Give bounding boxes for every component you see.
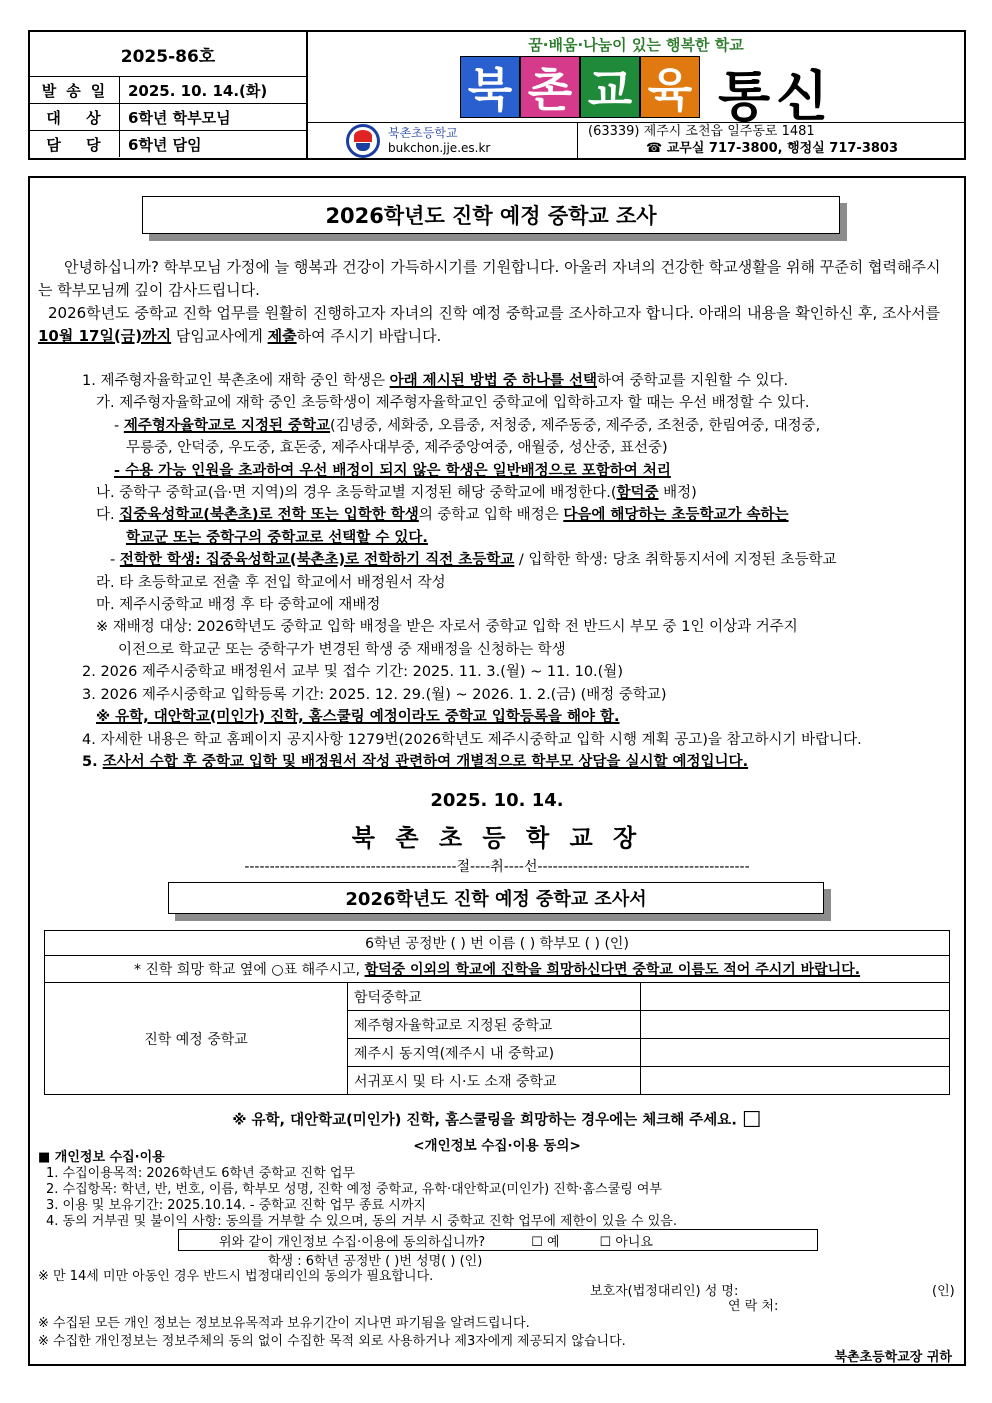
- newsletter-title-suffix: 통신: [718, 65, 835, 128]
- survey-title: 2026학년도 진학 예정 중학교 조사서: [168, 882, 824, 914]
- title-char-box: 북: [460, 56, 520, 118]
- item-1-ga-1b: 무릉중, 안덕중, 우도중, 효돈중, 제주사대부중, 제주중앙여중, 애월중, 성산중, 표선중): [126, 440, 668, 457]
- item-1-da: 다. 집중육성학교(북촌초)로 전학 또는 입학한 학생의 중학교 입학 배정은 다음에 해당하는 초등학교가 속하는: [96, 507, 789, 524]
- header-row-key: 담 당: [30, 131, 120, 157]
- header-row-value: 2025. 10. 14.(화): [128, 81, 268, 100]
- intro-paragraph-1: 안녕하십니까? 학부모님 가정에 늘 행복과 건강이 가득하시기를 기원합니다. 아울러 자녀의 건강한 학교생활을 위해 꾸준히 협력해주시는 학부모님께 깊이 감사드립니다.: [38, 258, 941, 299]
- header-row-value: 6학년 학부모님: [128, 108, 231, 127]
- consent-box: [178, 1229, 818, 1251]
- option-answer-cell[interactable]: [641, 1039, 950, 1067]
- consent-no-checkbox[interactable]: ☐ 아니요: [599, 1234, 653, 1250]
- student-id-line[interactable]: 6학년 공정반 ( ) 번 이름 ( ) 학부모 ( ) (인): [45, 931, 950, 956]
- homeschool-check-note: ※ 유학, 대안학교(미인가) 진학, 홈스쿨링을 희망하는 경우에는 체크해 주세요. ☐: [232, 1108, 762, 1133]
- notice-date: 2025. 10. 14.: [430, 790, 564, 811]
- school-name: 북촌초등학교: [388, 126, 458, 140]
- item-1-na: 나. 중학구 중학교(읍·면 지역)의 경우 초등학교별 지정된 해당 중학교에 배정한다.(함덕중 배정): [96, 485, 697, 502]
- guardian-seal: (인): [932, 1284, 955, 1299]
- item-3: 3. 2026 제주시중학교 입학등록 기간: 2025. 12. 29.(월) ~ 2026. 1. 2.(금) (배정 중학교): [82, 686, 667, 703]
- item-1-da-b: 학교군 또는 중학구의 중학교로 선택할 수 있다.: [126, 529, 428, 546]
- issue-number: 2025-86호: [120, 46, 216, 67]
- header-row-value: 6학년 담임: [128, 135, 202, 154]
- privacy-note-2: ※ 수집한 개인정보는 정보주체의 동의 없이 수집한 목적 외로 사용하거나 제3자에게 제공되지 않습니다.: [38, 1334, 626, 1349]
- item-1-note-2: 이전으로 학교군 또는 중학구가 변경된 학생 중 재배정을 신청하는 학생: [118, 641, 566, 658]
- school-phones: ☎ 교무실 717-3800, 행정실 717-3803: [646, 141, 899, 156]
- notice-frame: [28, 176, 966, 1366]
- privacy-item: 4. 동의 거부권 및 불이익 사항: 동의를 거부할 수 있으며, 동의 거부 시 중학교 진학 업무에 제한이 있을 수 있음.: [46, 1214, 677, 1229]
- consent-yes-checkbox[interactable]: ☐ 예: [531, 1234, 560, 1250]
- school-address: (63339) 제주시 조천읍 일주동로 1481: [588, 124, 815, 139]
- privacy-item: 1. 수집이용목적: 2026학년도 6학년 중학교 진학 업무: [46, 1166, 355, 1181]
- school-motto: 꿈·배움·나눔이 있는 행복한 학교: [528, 36, 744, 54]
- guardian-contact-line[interactable]: 연 락 처:: [728, 1299, 779, 1314]
- survey-row-label: 진학 예정 중학교: [45, 983, 348, 1095]
- item-1-ga-1: - 제주형자율학교로 지정된 중학교(김녕중, 세화중, 오름중, 저청중, 제주동중, 제주중, 조천중, 한림여중, 대정중,: [114, 417, 821, 434]
- option-label: 제주시 동지역(제주시 내 중학교): [348, 1039, 641, 1067]
- addressed-to: 북촌초등학교장 귀하: [834, 1350, 952, 1365]
- header-row-charge: [30, 130, 306, 157]
- intro-text: [38, 256, 948, 348]
- header-row-target: [30, 103, 306, 130]
- header-info-box: [28, 30, 308, 160]
- item-1-ga-2: - 수용 가능 인원을 초과하여 우선 배정이 되지 않은 학생은 일반배정으로 포함하여 처리: [114, 462, 671, 479]
- privacy-item: 2. 수집항목: 학년, 반, 번호, 이름, 학부모 성명, 진학 예정 중학교, 유학·대안학교(미인가) 진학·홈스쿨링 여부: [46, 1182, 663, 1197]
- header-row-date: [30, 76, 306, 103]
- title-char-box: 교: [580, 56, 640, 118]
- option-label: 제주형자율학교로 지정된 중학교: [348, 1011, 641, 1039]
- minor-note: ※ 만 14세 미만 아동인 경우 반드시 법정대리인의 동의가 필요합니다.: [38, 1269, 434, 1284]
- school-url[interactable]: bukchon.jje.es.kr: [388, 141, 491, 155]
- privacy-note-1: ※ 수집된 모든 개인 정보는 정보보유목적과 보유기간이 지나면 파기됨을 알려드립니다.: [38, 1316, 530, 1331]
- item-1-note-1: ※ 재배정 대상: 2026학년도 중학교 입학 배정을 받은 자로서 중학교 입학 전 반드시 부모 중 1인 이상과 거주지: [96, 619, 798, 636]
- privacy-item: 3. 이용 및 보유기간: 2025.10.14. - 중학교 진학 업무 종료 시까지: [46, 1198, 426, 1213]
- item-1-da-1: - 전학한 학생: 집중육성학교(북촌초)로 전학하기 직전 초등학교 / 입학한 학생: 당초 취학통지서에 지정된 초등학교: [110, 552, 837, 569]
- privacy-section: [38, 1150, 948, 1230]
- intro-paragraph-2: 2026학년도 중학교 진학 업무를 원활히 진행하고자 자녀의 진학 예정 중학교를 조사하고자 합니다. 아래의 내용을 확인하신 후, 조사서를 10월 17일(금)까지 담임교사에게 제출하여 주시기 바랍니다.: [38, 304, 940, 345]
- title-char-box: 촌: [520, 56, 580, 118]
- header-row-key: 발송일: [30, 77, 120, 103]
- option-answer-cell[interactable]: [641, 983, 950, 1011]
- notice-title: 2026학년도 진학 예정 중학교 조사: [142, 196, 840, 234]
- item-5: 5. 조사서 수합 후 중학교 입학 및 배정원서 작성 관련하여 개별적으로 학부모 상담을 실시할 예정입니다.: [82, 753, 749, 770]
- header-row-key: 대 상: [30, 104, 120, 130]
- cut-line: ------------------------------------------절----취----선------------------------------------------: [244, 859, 750, 875]
- title-char-box: 육: [640, 56, 700, 118]
- masthead-footer: [308, 122, 964, 159]
- item-4: 4. 자세한 내용은 학교 홈페이지 공지사항 1279번(2026학년도 제주시중학교 입학 시행 계획 공고)을 참고하시기 바랍니다.: [82, 731, 862, 748]
- privacy-subheading: ■ 개인정보 수집·이용: [38, 1150, 165, 1165]
- principal-signature: 북 촌 초 등 학 교 장: [351, 824, 643, 852]
- item-1: 1. 제주형자율학교인 북촌초에 재학 중인 학생은 아래 제시된 방법 중 하나를 선택하여 중학교를 지원할 수 있다.: [82, 373, 789, 389]
- option-label: 함덕중학교: [348, 983, 641, 1011]
- item-2: 2. 2026 제주시중학교 배정원서 교부 및 접수 기간: 2025. 11. 3.(월) ~ 11. 10.(월): [82, 664, 623, 681]
- newsletter-masthead: [306, 30, 966, 160]
- item-1-ra: 라. 타 초등학교로 전출 후 전입 학교에서 배정원서 작성: [96, 574, 446, 591]
- privacy-heading: <개인정보 수집·이용 동의>: [413, 1138, 581, 1154]
- due-date: 10월 17일(금)까지: [38, 327, 172, 345]
- survey-table: [44, 930, 950, 1095]
- option-answer-cell[interactable]: [641, 1011, 950, 1039]
- option-label: 서귀포시 및 타 시·도 소재 중학교: [348, 1067, 641, 1095]
- item-1-ga: 가. 제주형자율학교에 재학 중인 초등학생이 제주형자율학교인 중학교에 입학하고자 할 때는 우선 배정할 수 있다.: [96, 395, 810, 412]
- item-3-note: ※ 유학, 대안학교(미인가) 진학, 홈스쿨링 예정이라도 중학교 입학등록을 해야 함.: [96, 709, 620, 726]
- consent-question: 위와 같이 개인정보 수집·이용에 동의하십니까?: [219, 1234, 486, 1250]
- notice-items: [82, 370, 962, 773]
- guardian-name-line[interactable]: 보호자(법정대리인) 성 명:: [590, 1284, 739, 1299]
- option-answer-cell[interactable]: [641, 1067, 950, 1095]
- survey-instruction: * 진학 희망 학교 옆에 ○표 해주시고, 함덕중 이외의 학교에 진학을 희망하신다면 중학교 이름도 적어 주시기 바랍니다.: [45, 956, 950, 983]
- student-sign-line[interactable]: 학생 : 6학년 공정반 ( )번 성명( ) (인): [268, 1254, 483, 1269]
- school-logo-area: [308, 123, 578, 159]
- item-1-ma: 마. 제주시중학교 배정 후 타 중학교에 재배정: [96, 597, 381, 614]
- school-logo-icon: [346, 124, 380, 158]
- homeschool-checkbox[interactable]: ☐: [741, 1108, 762, 1133]
